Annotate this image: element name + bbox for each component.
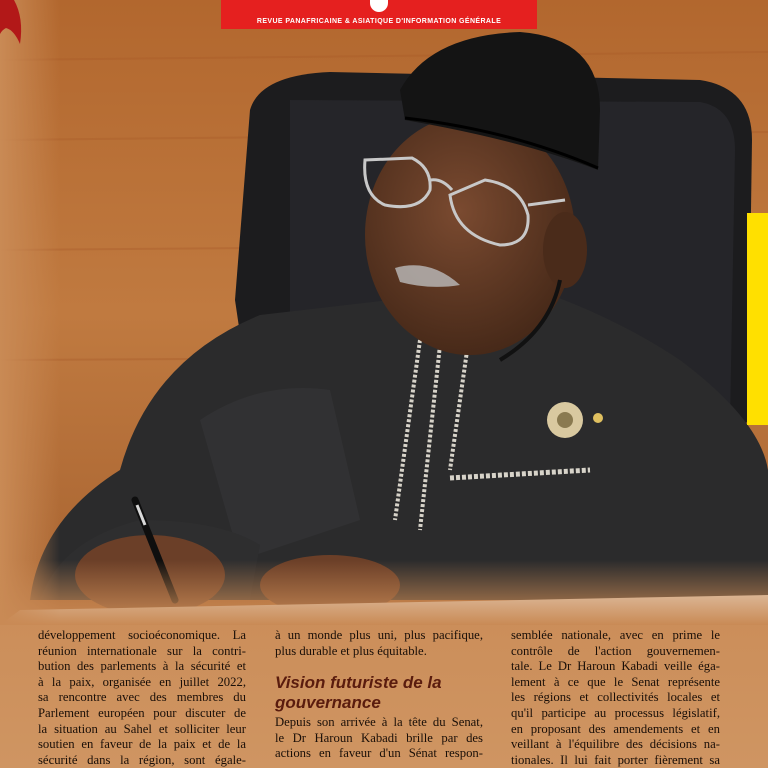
text-line: développement socioéconomique. La xyxy=(38,628,246,642)
text-line: bution des parlements à la sécurité et xyxy=(38,659,246,674)
text-line: à la paix, organisée en juillet 2022, xyxy=(38,674,246,689)
text-line: contrôle de l'action gouvernemen- xyxy=(511,643,720,658)
text-line: les régions et collectivités locales et xyxy=(511,690,720,705)
text-line: Depuis son arrivée à la tête du Senat, xyxy=(275,715,483,730)
accent-bar xyxy=(747,213,768,425)
masthead-logo-mark xyxy=(370,0,388,12)
text-line: sa rencontre avec des membres du xyxy=(38,690,246,705)
text-line: réunion internationale sur la contri- xyxy=(38,643,246,658)
text-line: semblée nationale, avec en prime le xyxy=(511,628,720,642)
text-line: à un monde plus uni, plus pacifique, xyxy=(275,628,483,642)
article-column-1 xyxy=(38,628,246,768)
text-line: sécurité dans la région, sont égale- xyxy=(38,752,246,767)
text-line: tale. Le Dr Haroun Kabadi veille éga- xyxy=(511,659,720,674)
text-line: tionales. Il lui fait porter fièrement sa xyxy=(511,752,720,767)
text-line: soutien en faveur de la paix et de la xyxy=(38,737,246,752)
text-line: Parlement européen pour discuter de xyxy=(38,705,246,720)
masthead-tagline: REVUE PANAFRICAINE & ASIATIQUE D'INFORMATION GÉNÉRALE xyxy=(256,18,502,25)
text-line: qu'il participe au processus législatif, xyxy=(511,705,720,720)
text-line: le Dr Haroun Kabadi brille par des xyxy=(275,730,483,745)
text-line: en proposant des amendements et en xyxy=(511,721,720,736)
article-column-2 xyxy=(275,628,483,762)
text-line: veillant à l'équilibre des décisions na- xyxy=(511,737,720,752)
corner-logo-mark xyxy=(0,0,26,46)
text-line: actions en faveur d'un Sénat respon- xyxy=(275,746,483,761)
section-subheading: Vision futuriste de la gouvernance xyxy=(275,673,442,713)
article-column-3 xyxy=(511,628,720,768)
magazine-masthead xyxy=(221,0,537,29)
text-line: lement à ce que le Senat représente xyxy=(511,674,720,689)
text-line: plus durable et plus équitable. xyxy=(275,643,427,658)
text-line: la situation au Sahel et solliciter leur xyxy=(38,721,246,736)
